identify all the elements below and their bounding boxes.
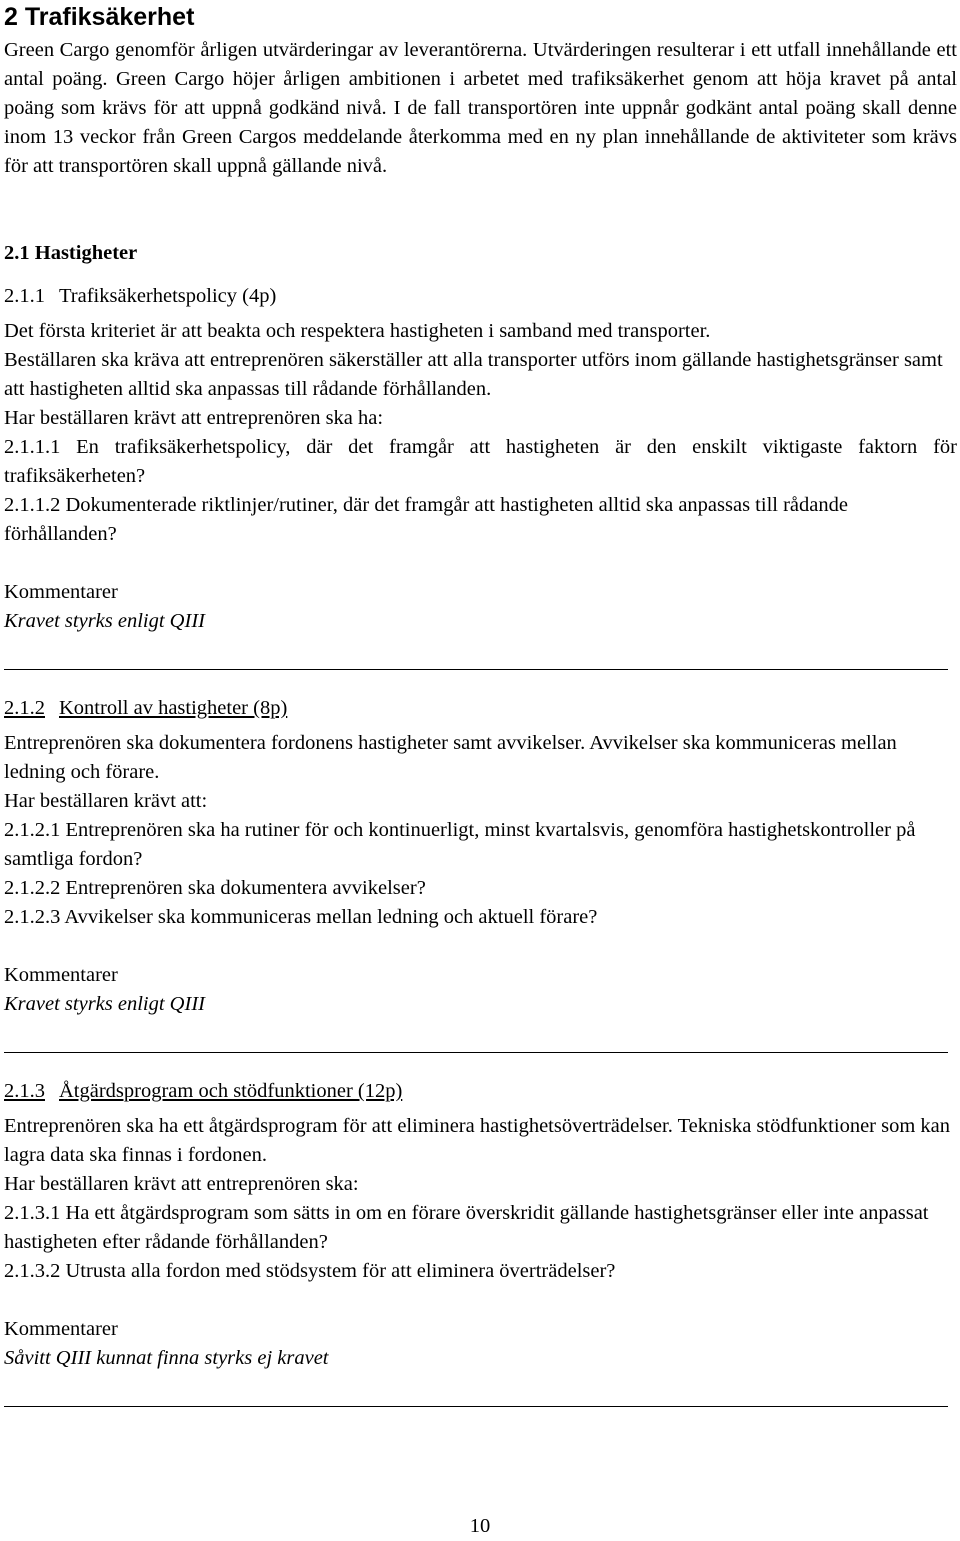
item-number: 2.1.1 xyxy=(4,285,45,307)
item-question: 2.1.1.2 Dokumenterade riktlinjer/rutiner, där det framgår att hastigheten alltid ska anpassas till rådande förhållanden? xyxy=(4,494,848,545)
item-question: 2.1.2.2 Entreprenören ska dokumentera avvikelser? xyxy=(4,877,426,899)
item-title: Kontroll av hastigheter (8p) xyxy=(59,697,288,719)
item-number: 2.1.2 xyxy=(4,697,45,719)
subsection-title: 2.1 Hastigheter xyxy=(4,242,138,264)
item-heading xyxy=(4,282,957,311)
item-question: 2.1.1.1 En trafiksäkerhetspolicy, där det framgår att hastigheten är den enskilt viktigaste faktorn för trafiksäkerheten? xyxy=(4,436,957,487)
section-title: 2 Trafiksäkerhet xyxy=(4,3,195,31)
item-2-1-1 xyxy=(4,282,957,694)
comment-label: Kommentarer xyxy=(4,1318,118,1340)
item-question: 2.1.2.1 Entreprenören ska ha rutiner för och kontinuerligt, minst kvartalsvis, genomföra hastighetskontroller på samtliga fordon? xyxy=(4,819,916,870)
item-body: Har beställaren krävt att entreprenören ska ha: xyxy=(4,407,384,429)
item-body: Entreprenören ska dokumentera fordonens hastigheter samt avvikelser. Avvikelser ska kommuniceras mellan ledning och förare. xyxy=(4,732,897,783)
item-body: Entreprenören ska ha ett åtgärdsprogram för att eliminera hastighetsöverträdelser. Tekniska stödfunktioner som kan lagra data ska finnas i fordonen. xyxy=(4,1115,951,1166)
item-body: Har beställaren krävt att entreprenören ska: xyxy=(4,1173,359,1195)
item-heading xyxy=(4,1077,957,1106)
item-number: 2.1.3 xyxy=(4,1080,45,1102)
item-2-1-2 xyxy=(4,694,957,1077)
comment-label: Kommentarer xyxy=(4,964,118,986)
comment-text: Kravet styrks enligt QIII xyxy=(4,993,205,1015)
item-body: Det första kriteriet är att beakta och respektera hastigheten i samband med transporter. xyxy=(4,320,711,342)
item-title: Trafiksäkerhetspolicy (4p) xyxy=(59,285,277,307)
item-title: Åtgärdsprogram och stödfunktioner (12p) xyxy=(59,1080,403,1102)
item-2-1-3 xyxy=(4,1077,957,1407)
section-intro: Green Cargo genomför årligen utvärderingar av leverantörerna. Utvärderingen resulterar i ett utfall innehållande ett antal poäng. Green Cargo höjer årligen ambitionen i arbetet med trafiksäkerhet genom att höja kravet på antal poäng som krävs för att uppnå godkänd nivå. I de fall transportören inte uppnår godkänt antal poäng skall denne inom 13 veckor från Green Cargos meddelande återkomma med en ny plan innehållande de aktiviteter som krävs för att transportören skall uppnå gällande nivå. xyxy=(4,39,957,177)
comment-label: Kommentarer xyxy=(4,581,118,603)
item-question: 2.1.2.3 Avvikelser ska kommuniceras mellan ledning och aktuell förare? xyxy=(4,906,598,928)
item-heading xyxy=(4,694,957,723)
item-body: Har beställaren krävt att: xyxy=(4,790,208,812)
item-body: Beställaren ska kräva att entreprenören säkerställer att alla transporter utförs inom gällande hastighetsgränser samt att hastigheten alltid ska anpassas till rådande förhållanden. xyxy=(4,349,943,400)
document-page xyxy=(4,0,957,1407)
item-question: 2.1.3.1 Ha ett åtgärdsprogram som sätts in om en förare överskridit gällande hastighetsgränser eller inte anpassat hastigheten efter rådande förhållanden? xyxy=(4,1202,929,1253)
comment-text: Såvitt QIII kunnat finna styrks ej kravet xyxy=(4,1347,329,1369)
page-number: 10 xyxy=(469,1515,491,1537)
separator-line xyxy=(4,1406,948,1407)
comment-text: Kravet styrks enligt QIII xyxy=(4,610,205,632)
item-question: 2.1.3.2 Utrusta alla fordon med stödsystem för att eliminera överträdelser? xyxy=(4,1260,616,1282)
